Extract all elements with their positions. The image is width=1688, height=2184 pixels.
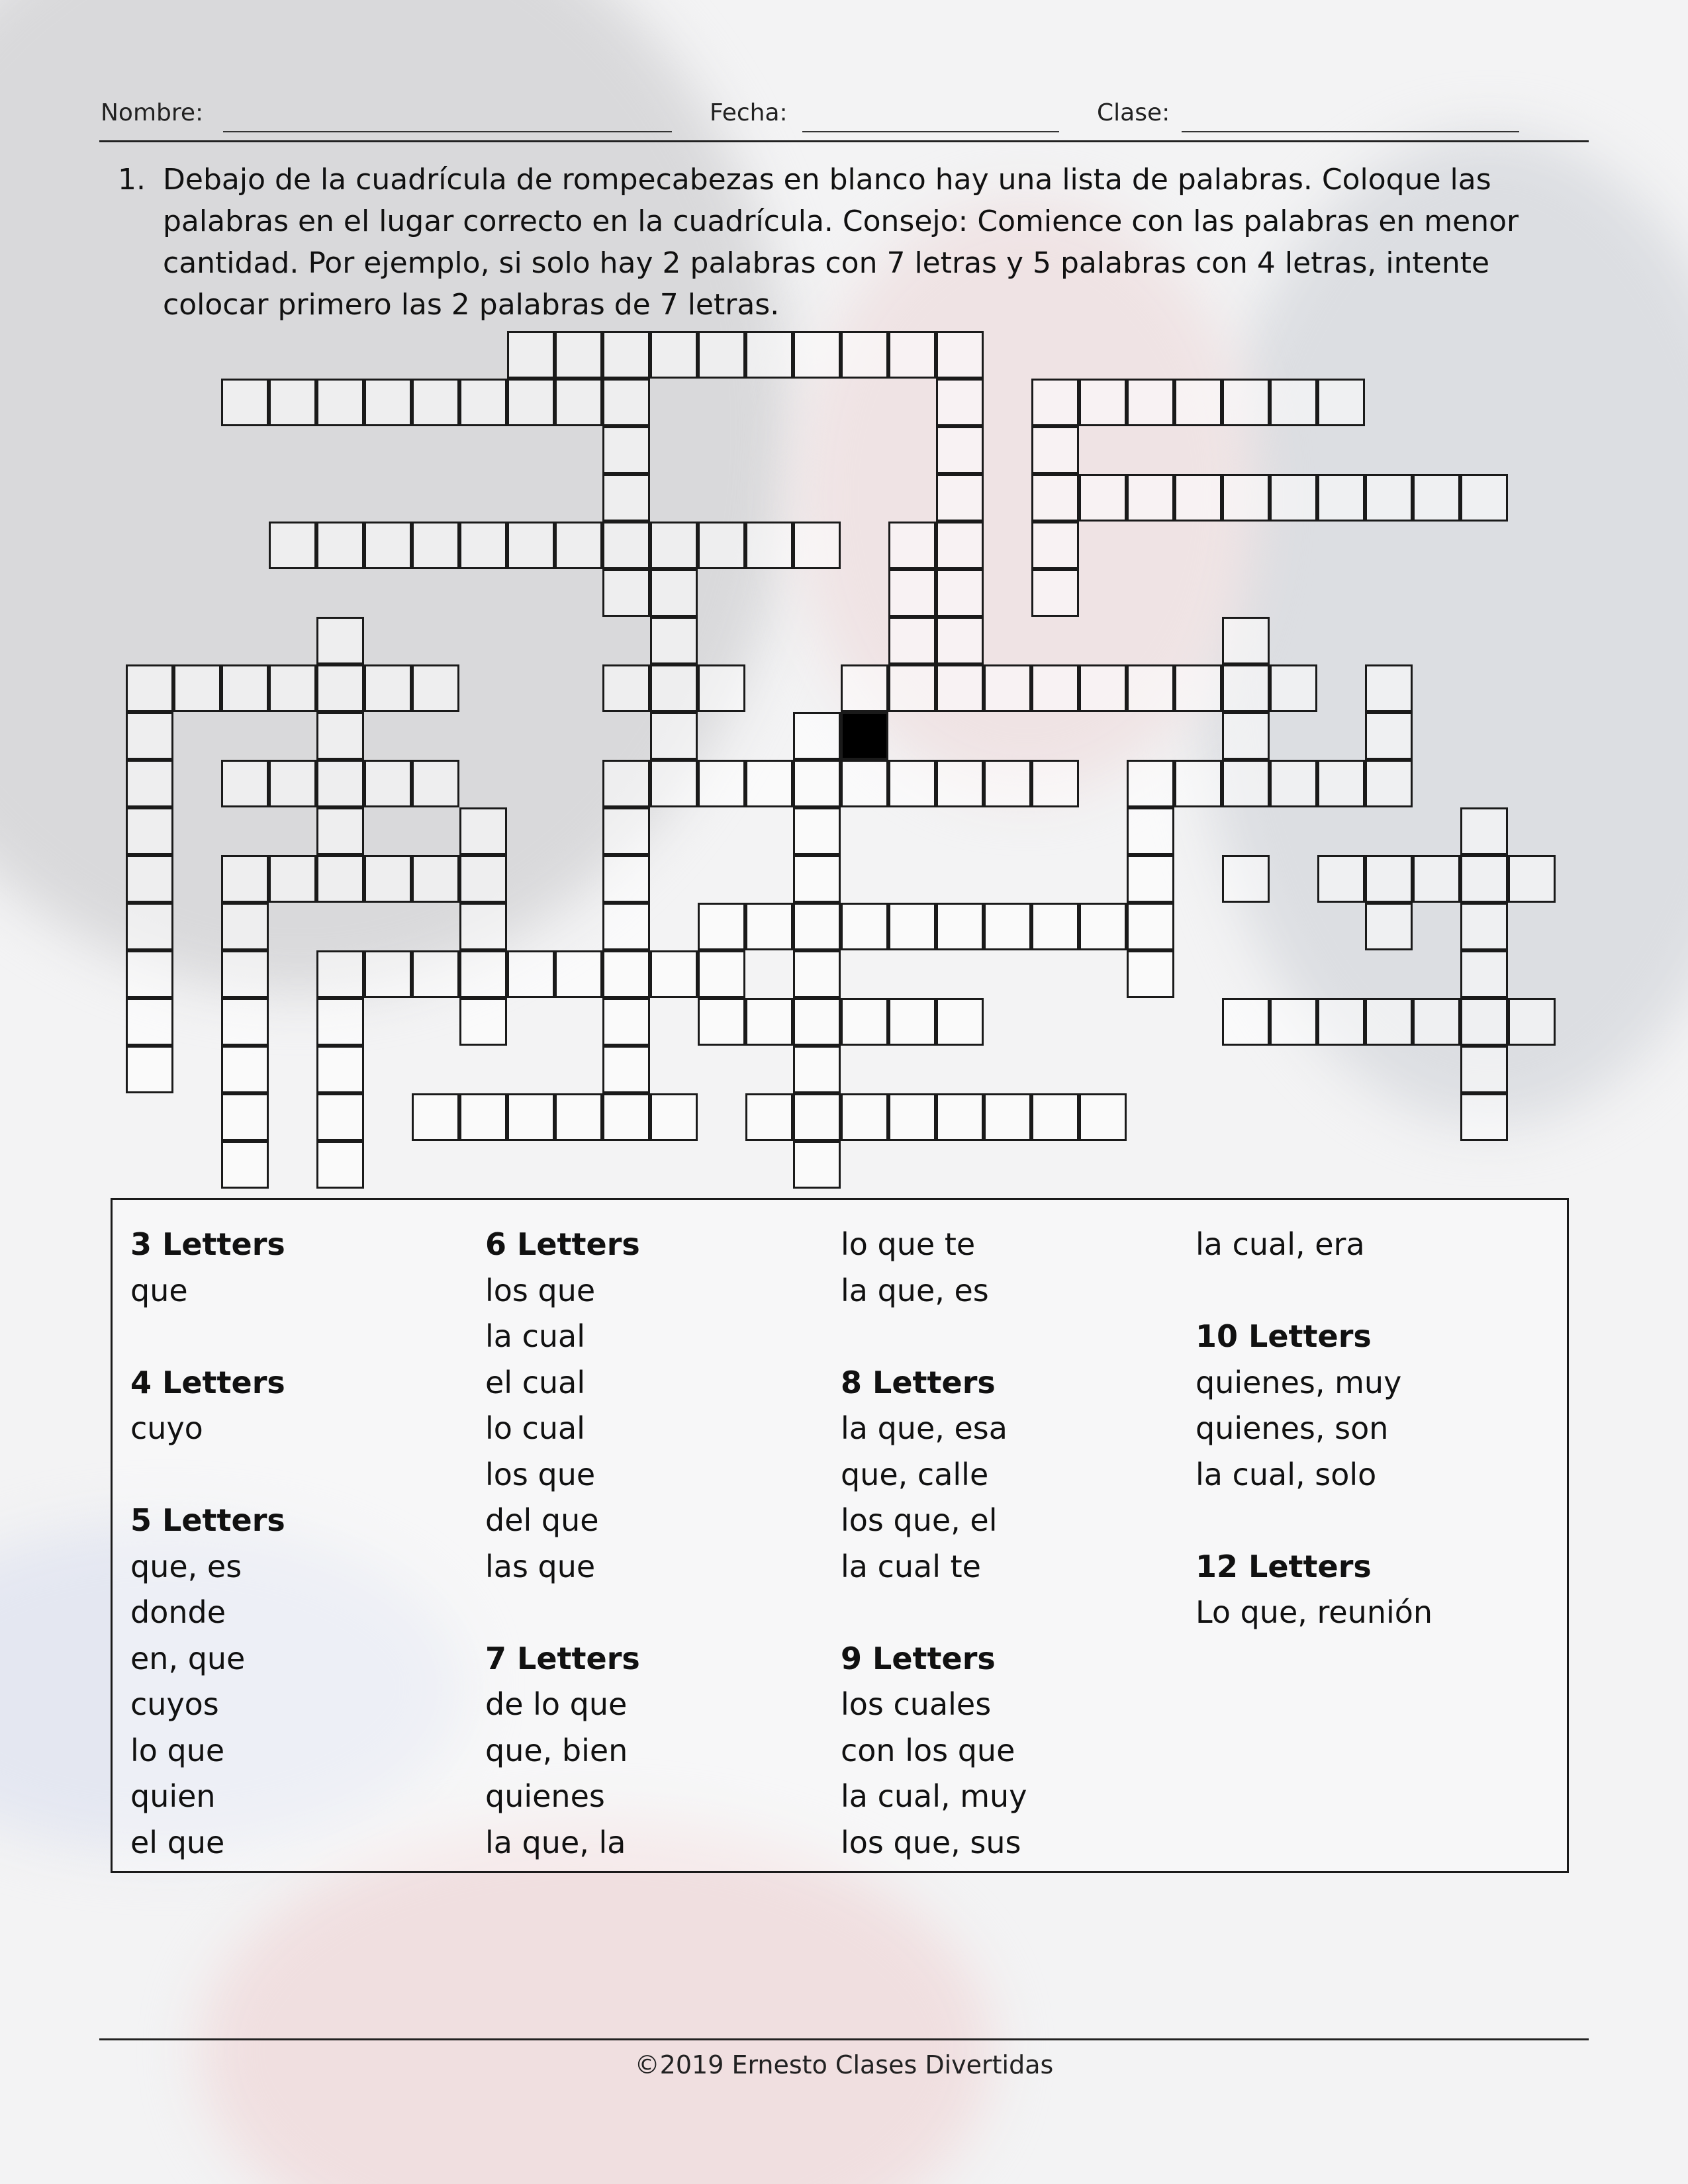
grid-cell[interactable] <box>936 331 984 379</box>
grid-cell[interactable] <box>555 379 602 426</box>
grid-cell[interactable] <box>650 712 698 760</box>
grid-cell[interactable] <box>602 522 650 569</box>
grid-cell[interactable] <box>1270 379 1317 426</box>
grid-cell[interactable] <box>936 998 984 1046</box>
word-bank-heading: 9 Letters <box>841 1640 996 1676</box>
grid-cell[interactable] <box>459 903 507 950</box>
grid-cell[interactable] <box>126 807 173 855</box>
grid-cell[interactable] <box>316 760 364 807</box>
grid-cell[interactable] <box>602 331 650 379</box>
grid-cell[interactable] <box>698 664 745 712</box>
grid-cell[interactable] <box>650 760 698 807</box>
footer-rule <box>99 2038 1589 2040</box>
grid-cell[interactable] <box>126 712 173 760</box>
word-bank <box>111 1198 1569 1873</box>
grid-cell[interactable] <box>1127 855 1174 903</box>
grid-cell[interactable] <box>507 950 555 998</box>
word-bank-spacer <box>841 1590 1027 1636</box>
grid-cell[interactable] <box>650 617 698 664</box>
grid-cell[interactable] <box>602 855 650 903</box>
grid-cell[interactable] <box>602 1046 650 1093</box>
grid-cell[interactable] <box>1174 474 1222 522</box>
word-bank-entry: los que, el <box>841 1502 998 1538</box>
grid-cell[interactable] <box>841 1093 888 1141</box>
word-bank-entry: la que, esa <box>841 1410 1008 1446</box>
grid-cell[interactable] <box>364 664 412 712</box>
grid-cell[interactable] <box>1222 474 1270 522</box>
grid-cell[interactable] <box>1031 903 1079 950</box>
word-bank-heading: 3 Letters <box>130 1226 285 1262</box>
grid-cell[interactable] <box>221 950 269 998</box>
grid-cell[interactable] <box>1079 379 1127 426</box>
name-label: Nombre: <box>101 99 204 126</box>
grid-cell[interactable] <box>1460 1093 1508 1141</box>
grid-cell[interactable] <box>1508 998 1556 1046</box>
grid-cell[interactable] <box>602 903 650 950</box>
word-bank-entry: lo cual <box>485 1410 585 1446</box>
grid-cell[interactable] <box>841 331 888 379</box>
copyright: ©2019 Ernesto Clases Divertidas <box>634 2050 1054 2079</box>
grid-cell[interactable] <box>1460 1046 1508 1093</box>
grid-cell[interactable] <box>1031 474 1079 522</box>
word-bank-entry: la cual, solo <box>1196 1456 1377 1492</box>
grid-cell[interactable] <box>412 522 459 569</box>
word-bank-spacer <box>130 1314 285 1360</box>
word-bank-entry: con los que <box>841 1732 1015 1768</box>
word-bank-entry: que, calle <box>841 1456 989 1492</box>
grid-cell[interactable] <box>316 379 364 426</box>
grid-cell[interactable] <box>269 760 316 807</box>
grid-cell[interactable] <box>888 522 936 569</box>
grid-cell[interactable] <box>316 522 364 569</box>
grid-cell[interactable] <box>1079 664 1127 712</box>
grid-cell[interactable] <box>316 807 364 855</box>
grid-cell[interactable] <box>793 331 841 379</box>
grid-cell[interactable] <box>412 664 459 712</box>
word-bank-entry: del que <box>485 1502 599 1538</box>
grid-cell[interactable] <box>793 950 841 998</box>
grid-cell[interactable] <box>1127 760 1174 807</box>
grid-cell[interactable] <box>984 664 1031 712</box>
grid-cell[interactable] <box>1222 998 1270 1046</box>
word-bank-column-4 <box>1196 1222 1432 1636</box>
grid-cell[interactable] <box>1317 379 1365 426</box>
grid-cell[interactable] <box>1222 855 1270 903</box>
word-bank-column-1 <box>130 1222 285 1866</box>
word-bank-entry: lo que <box>130 1732 225 1768</box>
grid-cell[interactable] <box>459 950 507 998</box>
grid-cell[interactable] <box>412 950 459 998</box>
grid-cell[interactable] <box>793 807 841 855</box>
grid-cell[interactable] <box>507 1093 555 1141</box>
grid-cell[interactable] <box>888 998 936 1046</box>
grid-cell[interactable] <box>1031 522 1079 569</box>
grid-cell[interactable] <box>364 379 412 426</box>
grid-cell[interactable] <box>1413 474 1460 522</box>
grid-cell[interactable] <box>1460 998 1508 1046</box>
grid-cell[interactable] <box>1270 474 1317 522</box>
grid-cell[interactable] <box>936 617 984 664</box>
grid-cell[interactable] <box>1031 426 1079 474</box>
grid-cell[interactable] <box>173 664 221 712</box>
grid-cell[interactable] <box>650 1093 698 1141</box>
grid-cell[interactable] <box>1222 379 1270 426</box>
grid-cell[interactable] <box>507 331 555 379</box>
grid-cell[interactable] <box>412 379 459 426</box>
grid-cell[interactable] <box>459 855 507 903</box>
word-bank-entry: quienes, muy <box>1196 1364 1402 1400</box>
grid-cell[interactable] <box>841 664 888 712</box>
word-bank-entry: la cual te <box>841 1548 981 1584</box>
grid-cell[interactable] <box>936 903 984 950</box>
grid-cell[interactable] <box>1460 474 1508 522</box>
word-bank-entry: cuyos <box>130 1686 219 1722</box>
grid-cell[interactable] <box>888 1093 936 1141</box>
grid-cell[interactable] <box>602 998 650 1046</box>
grid-cell[interactable] <box>507 522 555 569</box>
grid-cell[interactable] <box>221 1141 269 1189</box>
grid-cell[interactable] <box>1222 712 1270 760</box>
date-label: Fecha: <box>710 99 788 126</box>
grid-cell[interactable] <box>1127 664 1174 712</box>
grid-cell[interactable] <box>126 855 173 903</box>
grid-cell[interactable] <box>793 903 841 950</box>
word-bank-entry: el cual <box>485 1364 586 1400</box>
grid-cell[interactable] <box>1127 950 1174 998</box>
word-bank-entry: el que <box>130 1824 225 1860</box>
grid-cell[interactable] <box>507 379 555 426</box>
word-bank-column-3 <box>841 1222 1027 1866</box>
instruction-text: Debajo de la cuadrícula de rompecabezas en blanco hay una lista de palabras. Coloque las palabras en el lugar correcto en la cuadrícula. Consejo: Comience con las palabras en menor cantidad. Por ejemplo, si solo hay 2 palabras con 7 letras y 5 palabras con 4 letras, intente colocar primero las 2 palabras de 7 letras. <box>163 163 1519 322</box>
grid-cell[interactable] <box>888 331 936 379</box>
grid-cell[interactable] <box>1079 1093 1127 1141</box>
grid-cell[interactable] <box>1460 950 1508 998</box>
grid-cell[interactable] <box>745 903 793 950</box>
word-bank-spacer <box>841 1314 1027 1360</box>
grid-cell[interactable] <box>936 760 984 807</box>
grid-cell[interactable] <box>1365 998 1413 1046</box>
grid-cell[interactable] <box>650 569 698 617</box>
word-bank-heading: 8 Letters <box>841 1364 996 1400</box>
grid-cell[interactable] <box>888 569 936 617</box>
word-bank-entry: que, es <box>130 1548 242 1584</box>
grid-cell[interactable] <box>412 1093 459 1141</box>
word-bank-entry: quien <box>130 1778 216 1814</box>
grid-cell[interactable] <box>936 522 984 569</box>
grid-cell[interactable] <box>555 1093 602 1141</box>
grid-cell[interactable] <box>793 522 841 569</box>
grid-cell[interactable] <box>364 950 412 998</box>
grid-cell[interactable] <box>793 1141 841 1189</box>
grid-cell[interactable] <box>698 998 745 1046</box>
grid-cell[interactable] <box>412 760 459 807</box>
word-bank-spacer <box>485 1590 640 1636</box>
grid-cell[interactable] <box>650 664 698 712</box>
grid-cell[interactable] <box>126 760 173 807</box>
grid-cell[interactable] <box>1413 998 1460 1046</box>
grid-cell[interactable] <box>1365 712 1413 760</box>
grid-cell[interactable] <box>269 522 316 569</box>
word-bank-entry: que <box>130 1272 188 1308</box>
grid-cell[interactable] <box>1031 1093 1079 1141</box>
grid-cell[interactable] <box>1365 760 1413 807</box>
grid-cell[interactable] <box>745 760 793 807</box>
word-bank-spacer <box>1196 1268 1432 1314</box>
grid-cell[interactable] <box>793 760 841 807</box>
grid-cell[interactable] <box>841 903 888 950</box>
grid-cell[interactable] <box>269 379 316 426</box>
grid-cell[interactable] <box>459 1093 507 1141</box>
grid-cell[interactable] <box>936 379 984 426</box>
grid-cell[interactable] <box>126 1046 173 1093</box>
grid-cell[interactable] <box>316 855 364 903</box>
grid-cell[interactable] <box>1222 760 1270 807</box>
grid-cell[interactable] <box>364 760 412 807</box>
grid-cell[interactable] <box>650 522 698 569</box>
grid-cell[interactable] <box>1365 855 1413 903</box>
grid-cell[interactable] <box>1317 474 1365 522</box>
word-bank-heading: 6 Letters <box>485 1226 640 1262</box>
grid-cell[interactable] <box>793 712 841 760</box>
word-bank-column-2 <box>485 1222 640 1866</box>
word-bank-entry: quienes <box>485 1778 605 1814</box>
grid-cell[interactable] <box>364 855 412 903</box>
grid-cell[interactable] <box>1079 474 1127 522</box>
grid-cell[interactable] <box>602 807 650 855</box>
grid-cell[interactable] <box>1031 569 1079 617</box>
grid-cell[interactable] <box>459 522 507 569</box>
grid-cell[interactable] <box>555 331 602 379</box>
grid-cell[interactable] <box>1127 807 1174 855</box>
grid-cell[interactable] <box>1365 474 1413 522</box>
word-bank-entry: los que <box>485 1272 596 1308</box>
grid-cell[interactable] <box>269 664 316 712</box>
grid-cell[interactable] <box>1174 379 1222 426</box>
word-bank-entry: de lo que <box>485 1686 628 1722</box>
grid-cell[interactable] <box>1222 617 1270 664</box>
grid-cell[interactable] <box>316 712 364 760</box>
word-bank-entry: la que, la <box>485 1824 626 1860</box>
grid-cell[interactable] <box>602 379 650 426</box>
grid-cell[interactable] <box>316 617 364 664</box>
grid-cell[interactable] <box>316 1046 364 1093</box>
grid-cell[interactable] <box>650 950 698 998</box>
grid-cell[interactable] <box>888 903 936 950</box>
grid-cell[interactable] <box>888 664 936 712</box>
word-bank-entry: los que <box>485 1456 596 1492</box>
grid-cell[interactable] <box>1317 760 1365 807</box>
grid-cell[interactable] <box>316 950 364 998</box>
grid-cell[interactable] <box>936 1093 984 1141</box>
grid-cell[interactable] <box>602 664 650 712</box>
grid-cell[interactable] <box>936 426 984 474</box>
grid-cell[interactable] <box>745 331 793 379</box>
grid-cell[interactable] <box>1270 664 1317 712</box>
grid-cell[interactable] <box>1365 903 1413 950</box>
grid-cell[interactable] <box>126 950 173 998</box>
grid-cell[interactable] <box>602 569 650 617</box>
grid-cell[interactable] <box>793 855 841 903</box>
grid-cell[interactable] <box>412 855 459 903</box>
grid-cell[interactable] <box>459 379 507 426</box>
grid-cell[interactable] <box>1174 664 1222 712</box>
word-bank-entry: Lo que, reunión <box>1196 1594 1433 1630</box>
grid-cell[interactable] <box>602 426 650 474</box>
grid-cell[interactable] <box>269 855 316 903</box>
instruction-number: 1. <box>118 163 146 197</box>
grid-cell[interactable] <box>1317 998 1365 1046</box>
word-bank-entry: los que, sus <box>841 1824 1021 1860</box>
grid-cell[interactable] <box>1222 664 1270 712</box>
word-bank-entry: la cual <box>485 1318 586 1354</box>
word-bank-entry: donde <box>130 1594 226 1630</box>
grid-cell[interactable] <box>221 1093 269 1141</box>
grid-cell[interactable] <box>1079 903 1127 950</box>
word-bank-entry: quienes, son <box>1196 1410 1389 1446</box>
word-bank-entry: que, bien <box>485 1732 628 1768</box>
grid-cell[interactable] <box>1460 855 1508 903</box>
grid-cell[interactable] <box>936 474 984 522</box>
grid-cell[interactable] <box>650 331 698 379</box>
word-bank-entry: la cual, muy <box>841 1778 1027 1814</box>
grid-cell[interactable] <box>888 617 936 664</box>
grid-cell[interactable] <box>888 760 936 807</box>
grid-cell[interactable] <box>316 998 364 1046</box>
grid-cell[interactable] <box>1270 760 1317 807</box>
grid-cell[interactable] <box>793 998 841 1046</box>
grid-cell[interactable] <box>1508 855 1556 903</box>
grid-cell[interactable] <box>745 998 793 1046</box>
word-bank-entry: cuyo <box>130 1410 203 1446</box>
word-bank-heading: 7 Letters <box>485 1640 640 1676</box>
grid-cell[interactable] <box>1174 760 1222 807</box>
grid-cell[interactable] <box>459 998 507 1046</box>
grid-cell[interactable] <box>698 522 745 569</box>
grid-cell[interactable] <box>1460 903 1508 950</box>
grid-cell[interactable] <box>1413 855 1460 903</box>
grid-cell[interactable] <box>126 998 173 1046</box>
grid-cell[interactable] <box>555 950 602 998</box>
class-label: Clase: <box>1097 99 1170 126</box>
grid-cell[interactable] <box>1031 664 1079 712</box>
grid-cell[interactable] <box>459 807 507 855</box>
grid-cell[interactable] <box>745 1093 793 1141</box>
grid-cell[interactable] <box>841 760 888 807</box>
grid-cell[interactable] <box>1460 807 1508 855</box>
grid-cell[interactable] <box>841 998 888 1046</box>
grid-cell[interactable] <box>1031 379 1079 426</box>
grid-cell[interactable] <box>984 1093 1031 1141</box>
word-bank-spacer <box>1196 1498 1432 1544</box>
grid-cell[interactable] <box>221 664 269 712</box>
word-bank-entry: la que, es <box>841 1272 989 1308</box>
grid-cell[interactable] <box>698 760 745 807</box>
grid-cell[interactable] <box>1127 903 1174 950</box>
grid-cell[interactable] <box>316 664 364 712</box>
grid-cell[interactable] <box>793 1093 841 1141</box>
grid-cell[interactable] <box>745 522 793 569</box>
grid-cell[interactable] <box>984 903 1031 950</box>
word-bank-heading: 12 Letters <box>1196 1548 1372 1584</box>
word-bank-heading: 5 Letters <box>130 1502 285 1538</box>
grid-cell[interactable] <box>602 950 650 998</box>
grid-cell[interactable] <box>1127 379 1174 426</box>
grid-cell[interactable] <box>698 903 745 950</box>
word-bank-entry: en, que <box>130 1640 246 1676</box>
grid-cell[interactable] <box>602 1093 650 1141</box>
word-bank-entry: los cuales <box>841 1686 992 1722</box>
blocked-cell <box>841 712 888 760</box>
grid-cell[interactable] <box>698 331 745 379</box>
word-bank-heading: 4 Letters <box>130 1364 285 1400</box>
grid-cell[interactable] <box>793 1046 841 1093</box>
grid-cell[interactable] <box>221 760 269 807</box>
grid-cell[interactable] <box>1317 855 1365 903</box>
grid-cell[interactable] <box>221 1046 269 1093</box>
grid-cell[interactable] <box>316 1141 364 1189</box>
grid-cell[interactable] <box>555 522 602 569</box>
grid-cell[interactable] <box>1270 998 1317 1046</box>
grid-cell[interactable] <box>221 998 269 1046</box>
grid-cell[interactable] <box>1127 474 1174 522</box>
grid-cell[interactable] <box>221 379 269 426</box>
grid-cell[interactable] <box>936 664 984 712</box>
word-bank-entry: lo que te <box>841 1226 976 1262</box>
word-bank-entry: las que <box>485 1548 596 1584</box>
grid-cell[interactable] <box>316 1093 364 1141</box>
grid-cell[interactable] <box>1365 664 1413 712</box>
word-bank-spacer <box>130 1452 285 1498</box>
grid-cell[interactable] <box>602 474 650 522</box>
word-bank-entry: la cual, era <box>1196 1226 1365 1262</box>
grid-cell[interactable] <box>698 950 745 998</box>
grid-cell[interactable] <box>126 664 173 712</box>
grid-cell[interactable] <box>221 903 269 950</box>
grid-cell[interactable] <box>602 760 650 807</box>
grid-cell[interactable] <box>221 855 269 903</box>
grid-cell[interactable] <box>364 522 412 569</box>
grid-cell[interactable] <box>126 903 173 950</box>
word-bank-heading: 10 Letters <box>1196 1318 1372 1354</box>
grid-cell[interactable] <box>1031 760 1079 807</box>
grid-cell[interactable] <box>984 760 1031 807</box>
grid-cell[interactable] <box>936 569 984 617</box>
